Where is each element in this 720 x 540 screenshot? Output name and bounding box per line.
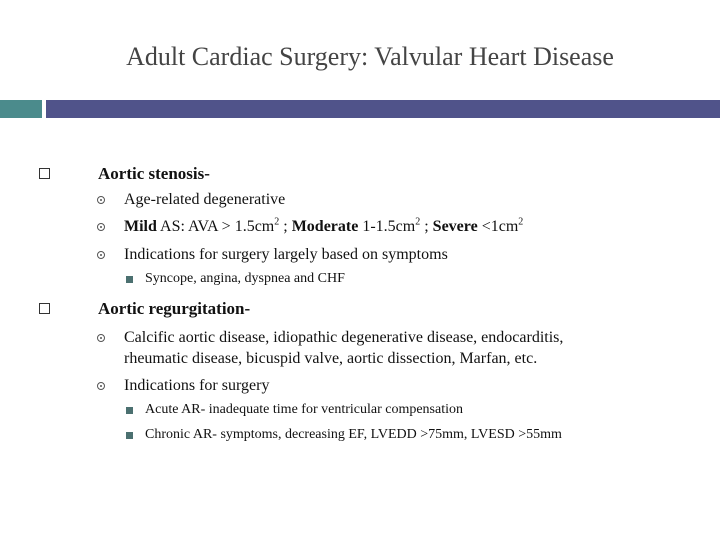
square-bullet-icon [126,432,133,439]
mild-text: AS: AVA > 1.5cm [156,218,275,235]
item-text: Indications for surgery [124,377,270,394]
circle-bullet-icon [97,334,105,342]
item-text: Chronic AR- symptoms, decreasing EF, LVEDD >75mm, LVESD >55mm [145,427,562,442]
item-text: Acute AR- inadequate time for ventricular compensation [145,402,464,417]
square-bullet-icon [39,168,50,179]
list-item [124,191,285,209]
circle-bullet-icon [97,223,105,231]
square-bullet-icon [126,276,133,283]
square-bullet-icon [126,407,133,414]
list-item [98,299,250,319]
list-item [145,402,463,418]
sup: 2 [274,216,280,228]
circle-bullet-icon [97,251,105,259]
item-text: Calcific aortic disease, idiopathic degenerative disease, endocarditis, [124,329,564,346]
severe-text: <1cm [477,218,519,235]
moderate-text: 1-1.5cm [358,218,416,235]
list-item [124,329,563,347]
heading-aortic-stenosis: Aortic stenosis- [98,164,210,183]
list-item [124,246,448,264]
item-text: Age-related degenerative [124,191,286,208]
heading-aortic-regurgitation: Aortic regurgitation- [98,299,251,318]
moderate-label: Moderate [291,218,359,235]
accent-bar-purple [46,100,720,118]
square-bullet-icon [39,303,50,314]
mild-label: Mild [124,218,157,235]
list-item [145,271,345,287]
slide-title: Adult Cardiac Surgery: Valvular Heart Disease [126,42,614,71]
list-item [145,427,562,443]
sep: ; [420,218,433,235]
accent-bar-teal [0,100,42,118]
list-item-continuation [124,350,537,368]
list-item [98,164,210,184]
severe-label: Severe [432,218,478,235]
sep: ; [279,218,292,235]
item-text: rheumatic disease, bicuspid valve, aortic dissection, Marfan, etc. [124,350,538,367]
sup: 2 [415,216,421,228]
item-text: Indications for surgery largely based on symptoms [124,246,448,263]
list-item [124,377,269,395]
circle-bullet-icon [97,382,105,390]
list-item-grading [124,218,523,236]
item-text: Syncope, angina, dyspnea and CHF [145,271,345,286]
circle-bullet-icon [97,196,105,204]
sup: 2 [518,216,524,228]
